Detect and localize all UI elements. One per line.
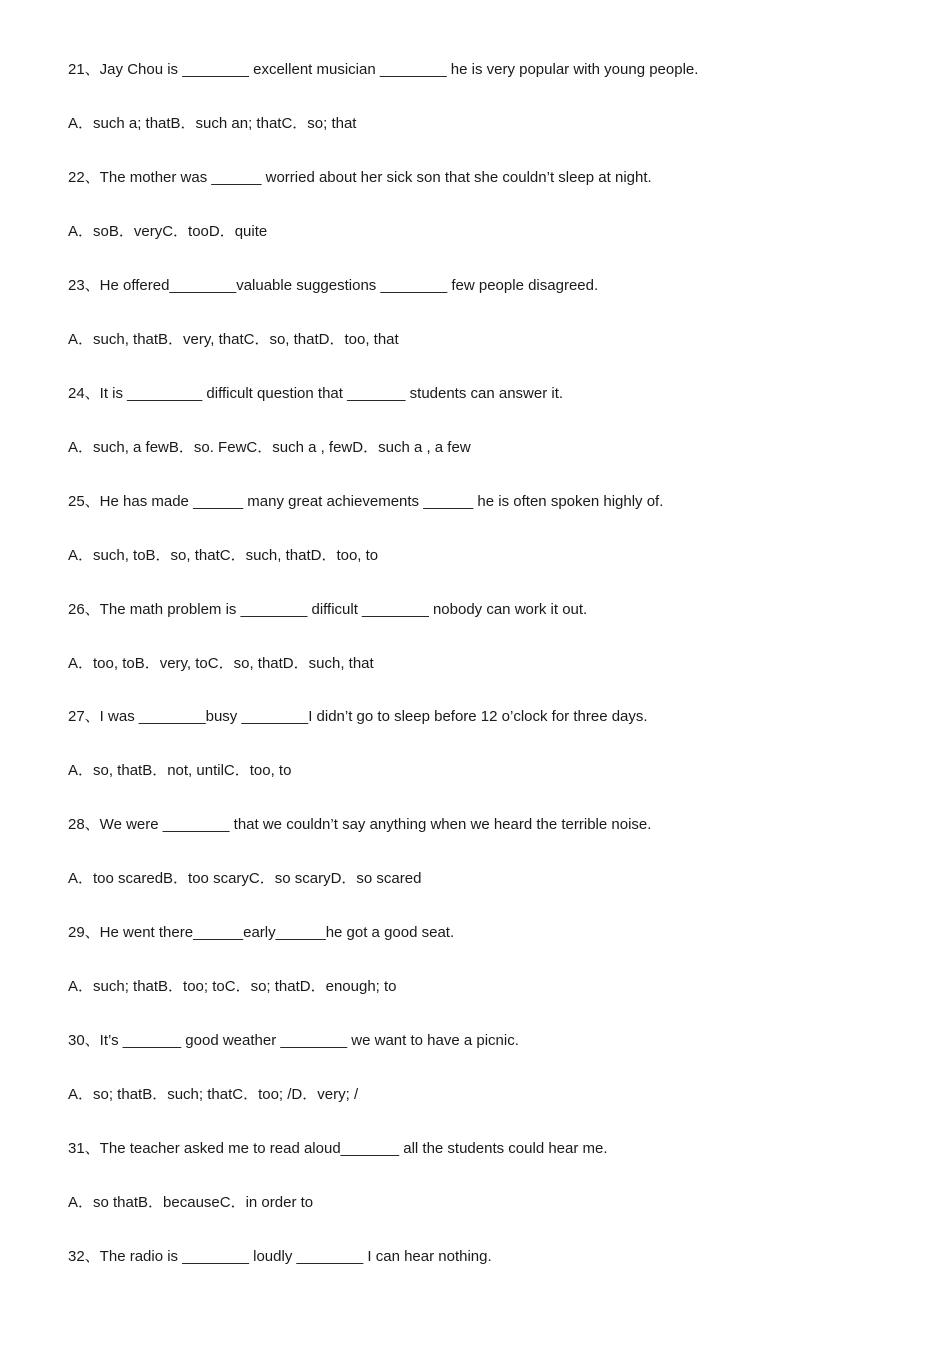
question-26-options: A．too, toB．very, toC．so, thatD．such, that xyxy=(68,655,374,672)
question-25-options: A．such, toB．so, thatC．such, thatD．too, to xyxy=(68,547,379,564)
question-31-options: A．so thatB．becauseC．in order to xyxy=(68,1194,314,1211)
question-28-options: A．too scaredB．too scaryC．so scaryD．so scared xyxy=(68,870,422,887)
question-23-options: A．such, thatB．very, thatC．so, thatD．too, that xyxy=(68,331,399,348)
question-29-stem: 29、He went there______early______he got a good seat. xyxy=(68,924,455,941)
question-28-stem: 28、We were ________ that we couldn’t say anything when we heard the terrible noise. xyxy=(68,816,652,833)
question-27-stem: 27、I was ________busy ________I didn’t go to sleep before 12 o’clock for three days. xyxy=(68,708,648,725)
question-30-options: A．so; thatB．such; thatC．too; /D．very; / xyxy=(68,1086,359,1103)
question-24-stem: 24、It is _________ difficult question that _______ students can answer it. xyxy=(68,385,564,402)
question-25-stem: 25、He has made ______ many great achievements ______ he is often spoken highly of. xyxy=(68,493,664,510)
question-27-options: A．so, thatB．not, untilC．too, to xyxy=(68,762,292,779)
question-24-options: A．such, a fewB．so. FewC．such a , fewD．such a , a few xyxy=(68,439,471,456)
question-29-options: A．such; thatB．too; toC．so; thatD．enough; to xyxy=(68,978,397,995)
question-26-stem: 26、The math problem is ________ difficult ________ nobody can work it out. xyxy=(68,601,588,618)
question-21-stem: 21、Jay Chou is ________ excellent musician ________ he is very popular with young people. xyxy=(68,61,699,78)
question-30-stem: 30、It’s _______ good weather ________ we want to have a picnic. xyxy=(68,1032,519,1049)
question-22-options: A．soB．veryC．tooD．quite xyxy=(68,223,268,240)
question-32-stem: 32、The radio is ________ loudly ________ I can hear nothing. xyxy=(68,1248,492,1265)
question-23-stem: 23、He offered________valuable suggestions ________ few people disagreed. xyxy=(68,277,599,294)
question-31-stem: 31、The teacher asked me to read aloud_______ all the students could hear me. xyxy=(68,1140,608,1157)
question-22-stem: 22、The mother was ______ worried about her sick son that she couldn’t sleep at night. xyxy=(68,169,652,186)
question-21-options: A．such a; thatB．such an; thatC．so; that xyxy=(68,115,357,132)
